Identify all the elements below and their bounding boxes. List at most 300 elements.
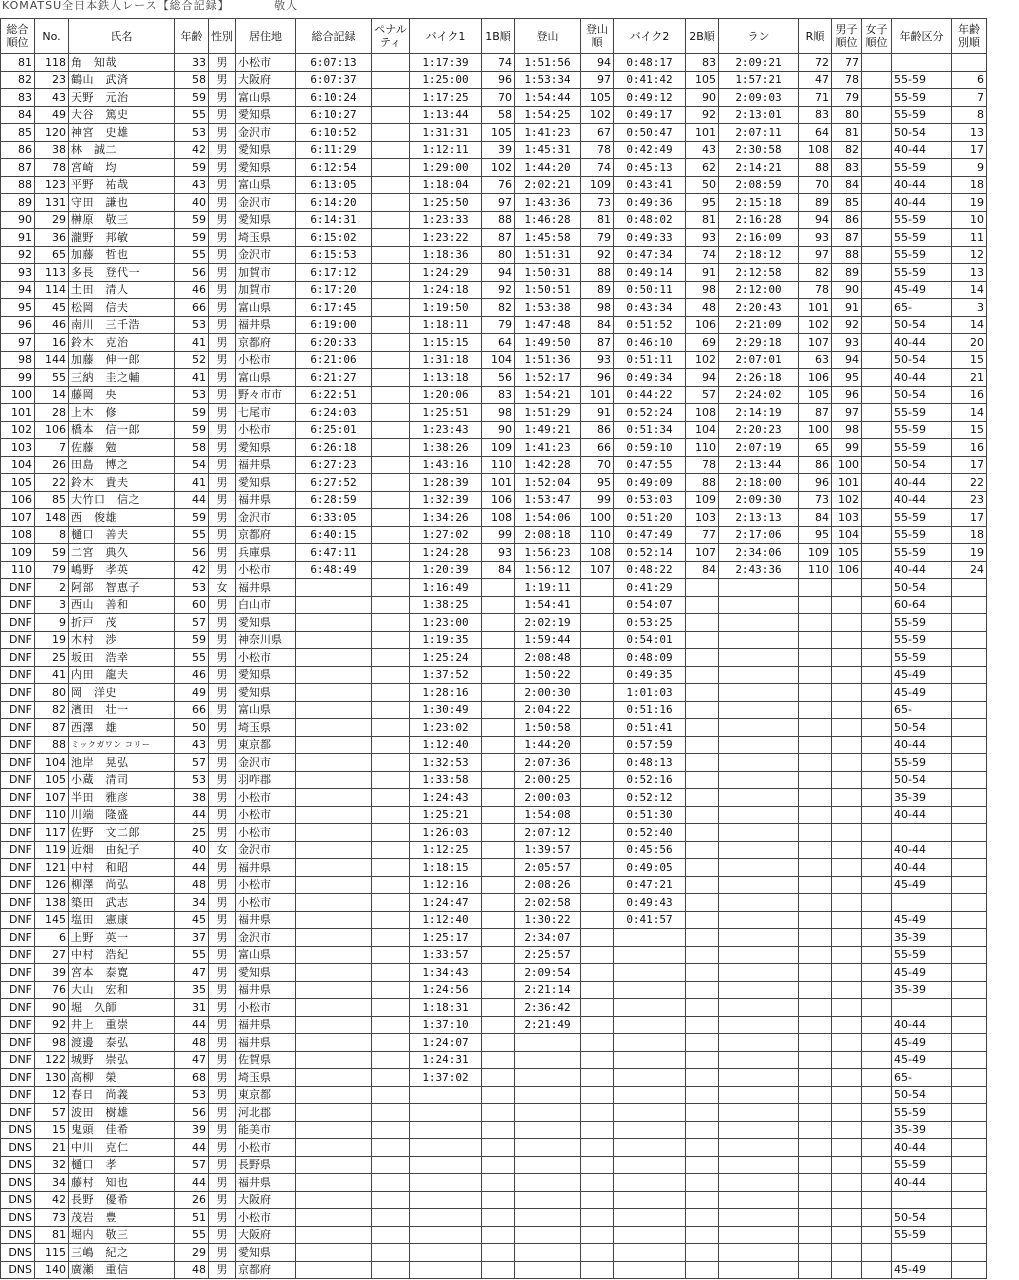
table-cell [296, 841, 372, 859]
table-cell: 35-39 [892, 981, 952, 999]
table-cell: 89 [799, 194, 832, 212]
table-cell: 55 [175, 526, 209, 544]
table-cell: 10 [952, 211, 987, 229]
table-cell: 宮本 泰寛 [69, 964, 175, 982]
table-cell [799, 771, 832, 789]
table-cell [515, 1051, 581, 1069]
table-cell: 47 [175, 964, 209, 982]
table-cell [862, 474, 892, 492]
table-cell: 65 [35, 246, 69, 264]
table-cell: 2:13:13 [719, 509, 799, 527]
table-cell: 富山県 [236, 369, 296, 387]
table-cell: 1:37:02 [410, 1069, 482, 1087]
table-cell [410, 1261, 482, 1279]
table-cell: 0:49:36 [614, 194, 686, 212]
table-cell: 1:18:15 [410, 859, 482, 877]
table-cell: 小松市 [236, 806, 296, 824]
table-cell [372, 1191, 410, 1209]
table-cell [296, 1244, 372, 1262]
table-cell [832, 1226, 862, 1244]
table-cell: 2:16:28 [719, 211, 799, 229]
table-cell: 男 [209, 316, 236, 334]
table-cell [862, 649, 892, 667]
table-cell: 102 [1, 421, 35, 439]
table-cell: 渡邊 泰弘 [69, 1034, 175, 1052]
table-cell: 2:14:21 [719, 159, 799, 177]
table-cell: 84 [686, 561, 719, 579]
table-cell [482, 1226, 515, 1244]
table-cell: 0:49:17 [614, 106, 686, 124]
table-cell: 2:25:57 [515, 946, 581, 964]
table-cell [862, 736, 892, 754]
table-cell [719, 1156, 799, 1174]
table-cell [296, 1226, 372, 1244]
table-cell [372, 89, 410, 107]
table-cell: 1:42:28 [515, 456, 581, 474]
table-cell [296, 894, 372, 912]
table-cell: 83 [832, 159, 862, 177]
table-cell: 1:52:04 [515, 474, 581, 492]
table-row [1, 649, 987, 667]
table-cell: 1:20:06 [410, 386, 482, 404]
column-header: 総合記録 [296, 19, 372, 54]
table-cell [832, 999, 862, 1017]
table-cell [719, 701, 799, 719]
table-cell: 26 [175, 1191, 209, 1209]
table-cell: 2:16:09 [719, 229, 799, 247]
table-cell: 57 [686, 386, 719, 404]
table-cell: DNF [1, 964, 35, 982]
table-cell: 40-44 [892, 176, 952, 194]
table-cell: 50-54 [892, 124, 952, 142]
table-cell: 6:17:12 [296, 264, 372, 282]
table-cell: 1:23:43 [410, 421, 482, 439]
table-cell [581, 1104, 614, 1122]
table-cell: 6:27:23 [296, 456, 372, 474]
table-cell [296, 1191, 372, 1209]
table-row [1, 1209, 987, 1227]
table-cell: 2:08:59 [719, 176, 799, 194]
table-cell: 男 [209, 229, 236, 247]
table-cell: 藤村 知也 [69, 1174, 175, 1192]
table-row [1, 719, 987, 737]
table-cell: 田島 博之 [69, 456, 175, 474]
table-cell: 男 [209, 1261, 236, 1279]
table-cell: 94 [1, 281, 35, 299]
table-cell: 長野 優希 [69, 1191, 175, 1209]
column-header: ペナルティ [372, 19, 410, 54]
table-cell: 1:30:49 [410, 701, 482, 719]
table-cell: 福井県 [236, 1016, 296, 1034]
table-cell [410, 1086, 482, 1104]
table-cell: 0:45:13 [614, 159, 686, 177]
table-cell [296, 911, 372, 929]
table-cell: 男 [209, 1191, 236, 1209]
table-cell [482, 736, 515, 754]
table-cell: DNF [1, 1104, 35, 1122]
table-cell: 1:12:11 [410, 141, 482, 159]
table-cell [581, 701, 614, 719]
table-row [1, 71, 987, 89]
table-cell: 男 [209, 666, 236, 684]
table-cell: 2:20:23 [719, 421, 799, 439]
table-cell: 2:34:06 [719, 544, 799, 562]
table-cell: 99 [1, 369, 35, 387]
table-cell: DNF [1, 666, 35, 684]
table-cell [581, 771, 614, 789]
table-cell [296, 719, 372, 737]
table-cell [686, 964, 719, 982]
table-cell [719, 894, 799, 912]
table-cell: 愛知県 [236, 211, 296, 229]
table-row [1, 1191, 987, 1209]
table-cell: 82 [35, 701, 69, 719]
table-cell: 113 [35, 264, 69, 282]
table-cell: 48 [175, 876, 209, 894]
table-cell: DNF [1, 1069, 35, 1087]
table-row [1, 1226, 987, 1244]
table-cell [296, 614, 372, 632]
table-cell [581, 736, 614, 754]
table-cell: 55-59 [892, 159, 952, 177]
table-cell: 55-59 [892, 509, 952, 527]
table-cell [296, 981, 372, 999]
table-cell: 84 [832, 176, 862, 194]
table-cell [482, 1261, 515, 1279]
table-cell: 66 [175, 701, 209, 719]
table-cell: 101 [1, 404, 35, 422]
table-cell [686, 894, 719, 912]
table-cell: 126 [35, 876, 69, 894]
table-cell: DNF [1, 999, 35, 1017]
table-cell [862, 1016, 892, 1034]
table-cell [686, 1121, 719, 1139]
table-cell [515, 1121, 581, 1139]
table-cell: 105 [832, 544, 862, 562]
table-cell [372, 334, 410, 352]
table-cell: 148 [35, 509, 69, 527]
table-cell: 39 [35, 964, 69, 982]
table-cell: 男 [209, 911, 236, 929]
table-cell: 男 [209, 1086, 236, 1104]
column-header: 総合順位 [1, 19, 35, 54]
table-cell [862, 159, 892, 177]
table-cell: 52 [175, 351, 209, 369]
table-cell: 福井県 [236, 981, 296, 999]
table-cell: 110 [35, 806, 69, 824]
table-cell [719, 1069, 799, 1087]
table-cell [832, 1016, 862, 1034]
table-cell: 8 [35, 526, 69, 544]
table-cell: 81 [686, 211, 719, 229]
table-cell [719, 929, 799, 947]
table-cell: 115 [35, 1244, 69, 1262]
table-cell: 94 [686, 369, 719, 387]
table-cell: 富山県 [236, 176, 296, 194]
table-cell [410, 1104, 482, 1122]
table-row [1, 456, 987, 474]
table-cell: 46 [175, 281, 209, 299]
table-cell [515, 1086, 581, 1104]
table-cell: 35-39 [892, 1121, 952, 1139]
table-cell [832, 1174, 862, 1192]
table-cell: 38 [35, 141, 69, 159]
table-cell [296, 1016, 372, 1034]
table-cell: 大阪府 [236, 1226, 296, 1244]
table-cell [372, 596, 410, 614]
table-cell [952, 1139, 987, 1157]
table-cell [862, 596, 892, 614]
table-cell: 90 [832, 281, 862, 299]
table-cell: 101 [832, 474, 862, 492]
table-cell: 男 [209, 544, 236, 562]
table-cell: 0:57:59 [614, 736, 686, 754]
table-cell [482, 824, 515, 842]
table-cell [862, 964, 892, 982]
table-cell [296, 1209, 372, 1227]
table-cell [296, 859, 372, 877]
table-cell: 6:26:18 [296, 439, 372, 457]
table-cell: DNF [1, 841, 35, 859]
table-cell: 1:41:23 [515, 124, 581, 142]
table-cell: 78 [581, 141, 614, 159]
table-cell: 1:53:38 [515, 299, 581, 317]
table-cell: 1:37:52 [410, 666, 482, 684]
table-cell [719, 824, 799, 842]
table-row [1, 701, 987, 719]
table-cell [686, 841, 719, 859]
table-cell: 波田 樹雄 [69, 1104, 175, 1122]
table-cell [686, 1069, 719, 1087]
table-cell: 59 [175, 229, 209, 247]
table-cell: 長野県 [236, 1156, 296, 1174]
table-cell [410, 1156, 482, 1174]
table-cell [482, 1244, 515, 1262]
table-cell [296, 701, 372, 719]
table-cell [799, 894, 832, 912]
table-cell: DNF [1, 894, 35, 912]
table-cell: 富山県 [236, 299, 296, 317]
column-header: ラン [719, 19, 799, 54]
table-cell: 男 [209, 1104, 236, 1122]
table-cell [372, 124, 410, 142]
table-cell [482, 1051, 515, 1069]
table-cell [799, 981, 832, 999]
table-cell: 男 [209, 789, 236, 807]
table-cell: 35-39 [892, 789, 952, 807]
table-cell: 79 [35, 561, 69, 579]
table-cell [296, 929, 372, 947]
table-row [1, 614, 987, 632]
table-cell [581, 579, 614, 597]
table-row [1, 316, 987, 334]
table-cell: 96 [482, 71, 515, 89]
column-header: バイク2 [614, 19, 686, 54]
table-cell: 41 [175, 369, 209, 387]
table-cell [862, 1034, 892, 1052]
table-cell: 59 [175, 89, 209, 107]
table-cell [482, 981, 515, 999]
table-cell [372, 894, 410, 912]
table-cell [581, 946, 614, 964]
table-cell: 101 [581, 386, 614, 404]
table-cell: 0:45:56 [614, 841, 686, 859]
table-cell: 鈴木 貴夫 [69, 474, 175, 492]
table-cell [372, 194, 410, 212]
table-cell [832, 946, 862, 964]
table-cell [862, 1069, 892, 1087]
table-cell: DNS [1, 1174, 35, 1192]
table-cell: 97 [832, 404, 862, 422]
table-cell: 55-59 [892, 106, 952, 124]
table-cell: 55-59 [892, 71, 952, 89]
table-cell [952, 911, 987, 929]
table-cell [296, 824, 372, 842]
table-cell: 0:49:12 [614, 89, 686, 107]
table-cell [952, 1034, 987, 1052]
table-cell: 78 [799, 281, 832, 299]
table-cell [719, 1209, 799, 1227]
table-row [1, 194, 987, 212]
table-cell: 55-59 [892, 1104, 952, 1122]
table-cell: 97 [581, 71, 614, 89]
table-cell: 鶴山 武済 [69, 71, 175, 89]
table-cell [862, 701, 892, 719]
table-cell: 1:24:43 [410, 789, 482, 807]
table-cell: 81 [1, 54, 35, 72]
table-cell: 榊原 敬三 [69, 211, 175, 229]
table-cell: 1:34:43 [410, 964, 482, 982]
table-cell: 87 [799, 404, 832, 422]
table-cell [862, 1121, 892, 1139]
table-cell: 2:30:58 [719, 141, 799, 159]
table-cell [372, 824, 410, 842]
table-cell [799, 859, 832, 877]
table-cell [614, 1086, 686, 1104]
table-cell: 65- [892, 1069, 952, 1087]
table-cell: 19 [952, 194, 987, 212]
table-cell [799, 1086, 832, 1104]
table-cell: 1:20:39 [410, 561, 482, 579]
table-cell: DNS [1, 1191, 35, 1209]
table-cell: 94 [581, 54, 614, 72]
table-cell [719, 1174, 799, 1192]
table-cell: 23 [35, 71, 69, 89]
table-cell [799, 929, 832, 947]
table-cell [862, 211, 892, 229]
table-cell [862, 246, 892, 264]
table-cell [952, 1174, 987, 1192]
table-cell [832, 1244, 862, 1262]
table-cell: 39 [482, 141, 515, 159]
table-cell: 84 [482, 561, 515, 579]
table-cell: 2:36:42 [515, 999, 581, 1017]
table-cell: 男 [209, 1209, 236, 1227]
table-cell: ミックガワン コリー [69, 736, 175, 754]
table-cell: 0:47:49 [614, 526, 686, 544]
table-cell [862, 369, 892, 387]
table-cell: 104 [832, 526, 862, 544]
table-cell: 羽咋郡 [236, 771, 296, 789]
table-row [1, 824, 987, 842]
table-cell: 79 [832, 89, 862, 107]
table-cell: 59 [35, 544, 69, 562]
table-cell: 男 [209, 1069, 236, 1087]
table-cell [862, 509, 892, 527]
table-cell: 48 [686, 299, 719, 317]
table-cell [686, 1209, 719, 1227]
table-cell: 加藤 哲也 [69, 246, 175, 264]
table-cell [799, 614, 832, 632]
table-cell: 上木 修 [69, 404, 175, 422]
table-cell [862, 771, 892, 789]
table-row [1, 1034, 987, 1052]
table-cell: 98 [1, 351, 35, 369]
table-cell [686, 649, 719, 667]
table-cell: 44 [175, 1139, 209, 1157]
table-cell: 愛知県 [236, 666, 296, 684]
table-cell: 白山市 [236, 596, 296, 614]
table-cell [862, 334, 892, 352]
table-cell: 57 [175, 614, 209, 632]
table-cell [482, 666, 515, 684]
table-cell: 男 [209, 246, 236, 264]
table-cell: 小松市 [236, 54, 296, 72]
table-cell [581, 1226, 614, 1244]
table-cell: 男 [209, 649, 236, 667]
table-cell: 14 [952, 281, 987, 299]
table-cell: 2:29:18 [719, 334, 799, 352]
table-cell: 85 [1, 124, 35, 142]
table-cell [952, 1226, 987, 1244]
table-cell: 小松市 [236, 1209, 296, 1227]
table-cell: 堀 久師 [69, 999, 175, 1017]
table-cell [515, 1244, 581, 1262]
table-cell: 兵庫県 [236, 544, 296, 562]
table-cell: 京都府 [236, 1261, 296, 1279]
table-cell [372, 929, 410, 947]
table-cell [482, 894, 515, 912]
table-cell: 1:45:58 [515, 229, 581, 247]
table-cell: 2:08:48 [515, 649, 581, 667]
table-cell [799, 1051, 832, 1069]
table-cell: 59 [175, 404, 209, 422]
table-cell: 43 [35, 89, 69, 107]
table-cell [799, 754, 832, 772]
table-cell [719, 614, 799, 632]
table-cell: DNF [1, 946, 35, 964]
table-cell: 1:54:44 [515, 89, 581, 107]
table-cell [892, 894, 952, 912]
table-cell: 89 [832, 264, 862, 282]
table-cell [952, 946, 987, 964]
table-cell [296, 1139, 372, 1157]
table-cell [832, 981, 862, 999]
table-cell: 105 [1, 474, 35, 492]
table-cell: 103 [1, 439, 35, 457]
table-cell: 88 [832, 246, 862, 264]
table-cell: 小松市 [236, 421, 296, 439]
table-cell: 79 [482, 316, 515, 334]
table-cell: 6:33:05 [296, 509, 372, 527]
table-cell [372, 1244, 410, 1262]
table-cell [719, 911, 799, 929]
table-cell [482, 684, 515, 702]
table-cell: 59 [175, 509, 209, 527]
table-cell: 男 [209, 439, 236, 457]
table-cell: 55-59 [892, 89, 952, 107]
table-cell [832, 596, 862, 614]
